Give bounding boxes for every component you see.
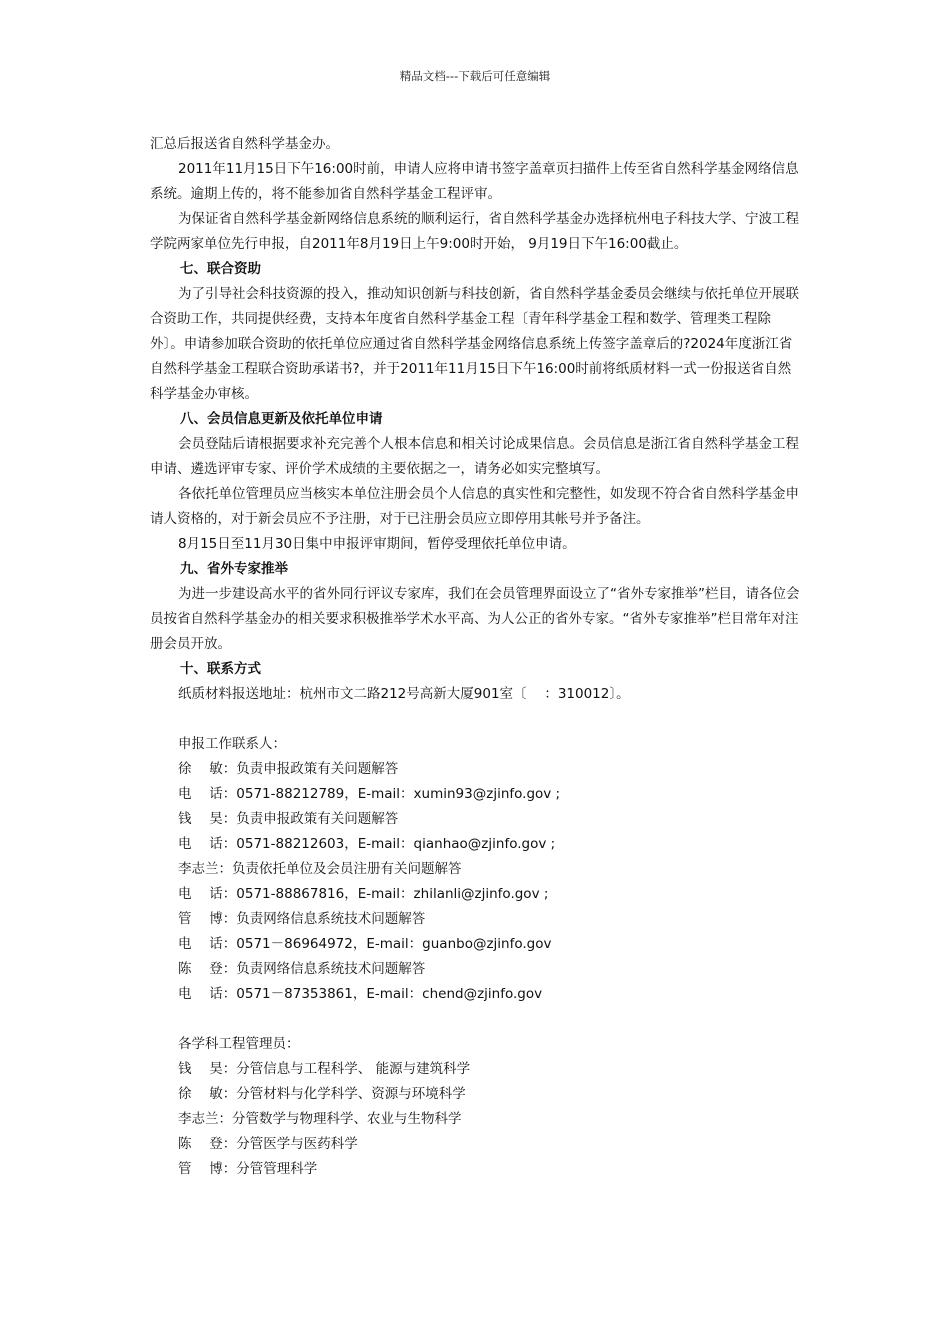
section-heading-joint-funding: 七、联合资助 <box>180 261 261 277</box>
manager-line: 陈 登：分管医学与医药科学 <box>178 1136 358 1152</box>
paragraph-pilot-units: 为保证省自然科学基金新网络信息系统的顺利运行，省自然科学基金办选择杭州电子科技大学、宁波工程学院两家单位先行申报，自2011年8月19日上午9:00时开始， 9月19日下午16:00截止。 <box>150 211 799 252</box>
manager-line: 李志兰：分管数学与物理科学、农业与生物科学 <box>178 1111 462 1127</box>
manager-line: 钱 昊：分管信息与工程科学、 能源与建筑科学 <box>178 1061 471 1077</box>
paragraph-member-info: 会员登陆后请根据要求补充完善个人根本信息和相关讨论成果信息。会员信息是浙江省自然科学基金工程申请、遴选评审专家、评价学术成绩的主要依据之一，请务必如实完整填写。 <box>150 436 799 477</box>
paragraph-summary: 汇总后报送省自然科学基金办。 <box>150 136 339 152</box>
contacts-title: 申报工作联系人： <box>178 736 286 752</box>
spacer <box>150 1007 802 1032</box>
contact-line: 管 博：负责网络信息系统技术问题解答 <box>178 911 426 927</box>
page-header: 精品文档---下载后可任意编辑 <box>399 69 551 83</box>
section-heading-contact: 十、联系方式 <box>180 661 261 677</box>
document-body <box>150 132 802 1182</box>
paragraph-admin-verification: 各依托单位管理员应当核实本单位注册会员个人信息的真实性和完整性，如发现不符合省自然科学基金申请人资格的，对于新会员应不予注册，对于已注册会员应立即停用其帐号并予备注。 <box>150 486 799 527</box>
section-heading-expert-recommendation: 九、省外专家推举 <box>180 561 288 577</box>
contact-line: 电 话：0571－87353861，E-mail：chend@zjinfo.gov <box>178 986 543 1002</box>
paragraph-application-pause: 8月15日至11月30日集中申报评审期间，暂停受理依托单位申请。 <box>178 536 576 552</box>
spacer <box>150 707 802 732</box>
managers-title: 各学科工程管理员： <box>178 1036 300 1052</box>
contact-line: 电 话：0571-88212789，E-mail：xumin93@zjinfo.gov ; <box>178 786 561 802</box>
paragraph-joint-funding: 为了引导社会科技资源的投入，推动知识创新与科技创新，省自然科学基金委员会继续与依托单位开展联合资助工作，共同提供经费，支持本年度省自然科学基金工程〔青年科学基金工程和数学、管理类工程除外〕。申请参加联合资助的依托单位应通过省自然科学基金网络信息系统上传签字盖章后的?2024年度浙江省自然科学基金工程联合资助承诺书?，并于2011年11月15日下午16:00时前将纸质材料一式一份报送省自然科学基金办审核。 <box>150 286 799 402</box>
manager-line: 管 博：分管管理科学 <box>178 1161 318 1177</box>
mailing-address: 纸质材料报送地址：杭州市文二路212号高新大厦901室〔 ：310012〕。 <box>178 686 630 702</box>
contact-line: 电 话：0571-88212603，E-mail：qianhao@zjinfo.gov ; <box>178 836 556 852</box>
contact-line: 电 话：0571-88867816，E-mail：zhilanli@zjinfo.gov ; <box>178 886 549 902</box>
contact-line: 李志兰：负责依托单位及会员注册有关问题解答 <box>178 861 462 877</box>
paragraph-expert-recommendation: 为进一步建设高水平的省外同行评议专家库，我们在会员管理界面设立了“省外专家推举”栏目，请各位会员按省自然科学基金办的相关要求积极推举学术水平高、为人公正的省外专家。“省外专家推举”栏目常年对注册会员开放。 <box>150 586 800 652</box>
contact-line: 徐 敏：负责申报政策有关问题解答 <box>178 761 399 777</box>
contact-line: 电 话：0571－86964972，E-mail：guanbo@zjinfo.gov <box>178 936 552 952</box>
contact-line: 钱 昊：负责申报政策有关问题解答 <box>178 811 399 827</box>
paragraph-upload-deadline: 2011年11月15日下午16:00时前，申请人应将申请书签字盖章页扫描件上传至省自然科学基金网络信息系统。逾期上传的，将不能参加省自然科学基金工程评审。 <box>150 161 799 202</box>
contact-line: 陈 登：负责网络信息系统技术问题解答 <box>178 961 426 977</box>
manager-line: 徐 敏：分管材料与化学科学、资源与环境科学 <box>178 1086 466 1102</box>
section-heading-member-info: 八、会员信息更新及依托单位申请 <box>180 411 383 427</box>
